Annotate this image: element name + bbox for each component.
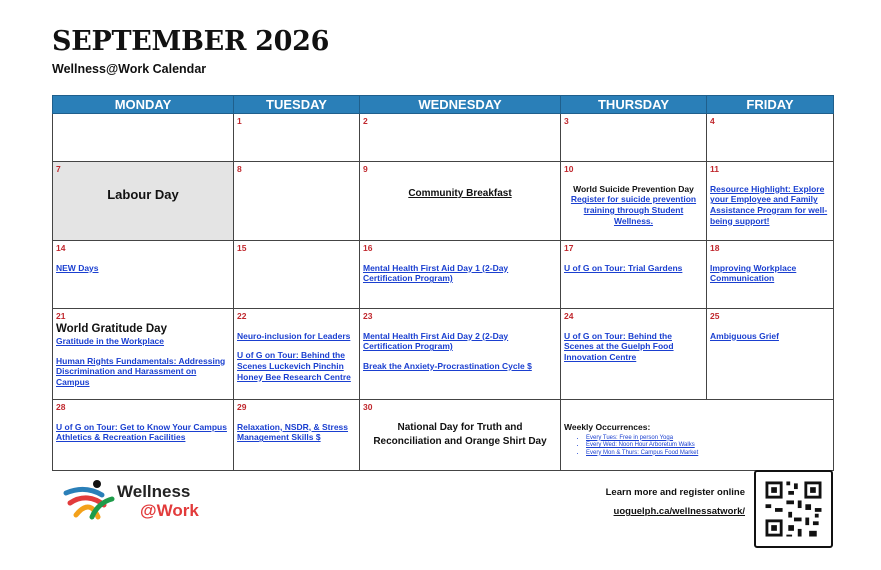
date-number: 3 xyxy=(564,116,569,126)
weekly-item-food-market[interactable]: • Every Mon & Thurs: Campus Food Market xyxy=(586,450,830,458)
date-number: 22 xyxy=(237,311,247,321)
day-cell-7 xyxy=(53,162,234,241)
day-cell-21 xyxy=(53,309,234,400)
calendar-table xyxy=(52,95,834,471)
suicide-prevention-day-title: World Suicide Prevention Day xyxy=(573,183,694,194)
date-number: 29 xyxy=(237,402,247,412)
day-cell-17 xyxy=(561,241,707,309)
day-cell-1 xyxy=(234,114,360,162)
date-number: 25 xyxy=(710,311,720,321)
logo-wordmark-work: @Work xyxy=(140,501,199,520)
gratitude-day-title: World Gratitude Day xyxy=(56,322,167,335)
day-cell-24 xyxy=(561,309,707,400)
gratitude-workplace-link[interactable]: Gratitude in the Workplace xyxy=(56,336,165,346)
date-number: 15 xyxy=(237,243,247,253)
day-cell-25 xyxy=(707,309,834,400)
human-rights-link[interactable]: Human Rights Fundamentals: Addressing Discrimination and Harassment on Campus xyxy=(56,355,226,387)
header-monday: MONDAY xyxy=(53,96,234,114)
date-number: 2 xyxy=(363,116,368,126)
weekly-occurrences-title: Weekly Occurrences: xyxy=(564,422,651,432)
page-subtitle: Wellness@Work Calendar xyxy=(52,62,207,76)
day-cell-18 xyxy=(707,241,834,309)
mhfa-day2-link[interactable]: Mental Health First Aid Day 2 (2-Day Certification Program) xyxy=(363,330,509,352)
day-cell-23 xyxy=(360,309,561,400)
week-row-1 xyxy=(53,114,834,162)
suicide-prevention-link[interactable]: Register for suicide prevention training through Student Wellness. xyxy=(570,194,697,226)
date-number: 23 xyxy=(363,311,373,321)
date-number: 16 xyxy=(363,243,373,253)
day-cell-11 xyxy=(707,162,834,241)
date-number: 28 xyxy=(56,402,66,412)
mhfa-day1-link[interactable]: Mental Health First Aid Day 1 (2-Day Certification Program) xyxy=(363,262,509,284)
truth-reconciliation-event: National Day for Truth and Reconciliation and Orange Shirt Day xyxy=(373,421,547,447)
page-title: SEPTEMBER 2026 xyxy=(52,26,330,57)
week-row-4 xyxy=(53,309,834,400)
date-number: 10 xyxy=(564,164,574,174)
date-number: 1 xyxy=(237,116,242,126)
trial-gardens-link[interactable]: U of G on Tour: Trial Gardens xyxy=(564,262,683,273)
day-cell-16 xyxy=(360,241,561,309)
workplace-communication-link[interactable]: Improving Workplace Communication xyxy=(710,262,797,284)
day-cell-2 xyxy=(360,114,561,162)
stress-management-link[interactable]: Relaxation, NSDR, & Stress Management Skills $ xyxy=(237,421,349,443)
honey-bee-tour-link[interactable]: U of G on Tour: Behind the Scenes Luckevich Pinchin Honey Bee Research Centre xyxy=(237,350,351,382)
weekly-item-arboretum[interactable]: • Every Wed: Noon Hour Arboretum Walks xyxy=(586,442,830,450)
date-number: 17 xyxy=(564,243,574,253)
weekly-occurrences-cell xyxy=(561,400,834,471)
date-number: 21 xyxy=(56,311,66,321)
day-cell-30 xyxy=(360,400,561,471)
athletics-tour-link[interactable]: U of G on Tour: Get to Know Your Campus Athletics & Recreation Facilities xyxy=(56,421,227,443)
day-cell-29 xyxy=(234,400,360,471)
date-number: 24 xyxy=(564,311,574,321)
day-cell-4 xyxy=(707,114,834,162)
date-number: 4 xyxy=(710,116,715,126)
day-cell-22 xyxy=(234,309,360,400)
weekly-item-yoga[interactable]: • Every Tues: Free in person Yoga xyxy=(586,435,830,443)
date-number: 11 xyxy=(710,164,719,174)
week-row-3 xyxy=(53,241,834,309)
day-cell-14 xyxy=(53,241,234,309)
ambiguous-grief-link[interactable]: Ambiguous Grief xyxy=(710,330,779,341)
labour-day-event: Labour Day xyxy=(107,186,179,202)
wellness-url-link[interactable]: uoguelph.ca/wellnessatwork/ xyxy=(613,506,745,517)
date-number: 8 xyxy=(237,164,242,174)
day-cell-10 xyxy=(561,162,707,241)
day-cell-8 xyxy=(234,162,360,241)
week-row-5 xyxy=(53,400,834,471)
day-cell-empty xyxy=(53,114,234,162)
header-thursday: THURSDAY xyxy=(561,96,707,114)
weekday-header-row xyxy=(53,96,834,114)
neuro-inclusion-link[interactable]: Neuro-inclusion for Leaders xyxy=(237,330,351,341)
day-cell-3 xyxy=(561,114,707,162)
date-number: 14 xyxy=(56,243,66,253)
date-number: 7 xyxy=(56,164,61,174)
date-number: 18 xyxy=(710,243,720,253)
qr-code-icon[interactable] xyxy=(754,470,833,548)
learn-more-text: Learn more and register online xyxy=(605,487,745,498)
header-wednesday: WEDNESDAY xyxy=(360,96,561,114)
day-cell-9 xyxy=(360,162,561,241)
header-tuesday: TUESDAY xyxy=(234,96,360,114)
efap-resource-link[interactable]: Resource Highlight: Explore your Employee and Family Assistance Program for well-being support! xyxy=(710,183,828,226)
date-number: 30 xyxy=(363,402,373,412)
day-cell-28 xyxy=(53,400,234,471)
new-days-link[interactable]: NEW Days xyxy=(56,262,99,273)
date-number: 9 xyxy=(363,164,368,174)
anxiety-procrastination-link[interactable]: Break the Anxiety-Procrastination Cycle $ xyxy=(363,360,532,371)
community-breakfast-event: Community Breakfast xyxy=(408,187,512,199)
food-innovation-tour-link[interactable]: U of G on Tour: Behind the Scenes at the Guelph Food Innovation Centre xyxy=(564,330,674,362)
logo-wordmark-wellness: Wellness xyxy=(117,482,191,501)
header-friday: FRIDAY xyxy=(707,96,834,114)
weekly-occurrences-list xyxy=(586,435,830,458)
week-row-2 xyxy=(53,162,834,241)
day-cell-15 xyxy=(234,241,360,309)
